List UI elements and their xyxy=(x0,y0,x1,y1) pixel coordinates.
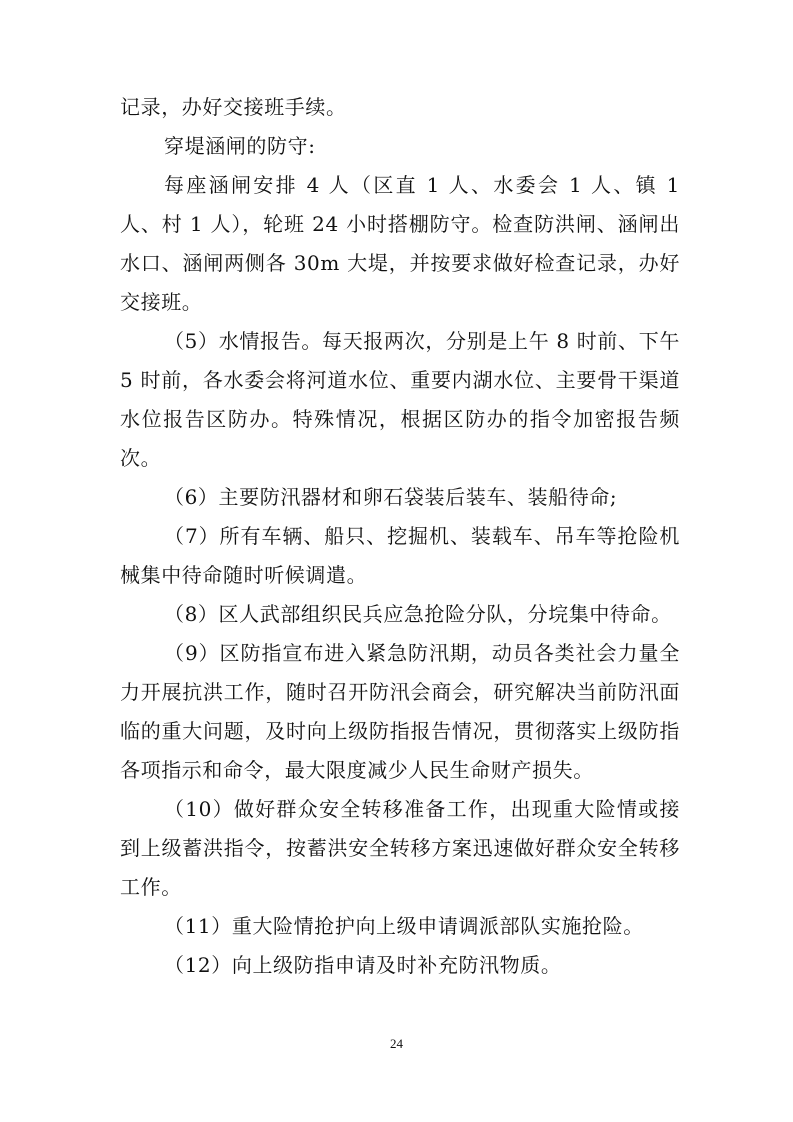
paragraph-item-12-supplies: （12）向上级防指申请及时补充防汛物质。 xyxy=(164,953,562,977)
paragraph-record-handover: 记录，办好交接班手续。 xyxy=(120,95,347,119)
paragraph-item-5-water-report: （5）水情报告。每天报两次，分别是上午 8 时前、下午 5 时前，各水委会将河道水位、重要内湖水位、主要骨干渠道水位报告区防办。特殊情况，根据区防办的指令加密报告频次。 xyxy=(120,329,680,470)
paragraph-item-8-militia: （8）区人武部组织民兵应急抢险分队，分垸集中待命。 xyxy=(164,602,672,626)
paragraph-item-9-emergency-period: （9）区防指宣布进入紧急防汛期，动员各类社会力量全力开展抗洪工作，随时召开防汛会商会，研究解决当前防汛面临的重大问题，及时向上级防指报告情况，贯彻落实上级防指各项指示和命令，最大限度减少人民生命财产损失。 xyxy=(120,641,680,782)
paragraph-item-7-machinery: （7）所有车辆、船只、挖掘机、装载车、吊车等抢险机械集中待命随时听候调遣。 xyxy=(120,524,680,587)
page-number: 24 xyxy=(390,1036,403,1051)
paragraph-item-10-evacuation: （10）做好群众安全转移准备工作，出现重大险情或接到上级蓄洪指令，按蓄洪安全转移方案迅速做好群众安全转移工作。 xyxy=(120,797,680,899)
paragraph-culvert-staffing: 每座涵闸安排 4 人（区直 1 人、水委会 1 人、镇 1 人、村 1 人），轮班 24 小时搭棚防守。检查防洪闸、涵闸出水口、涵闸两侧各 30m 大堤，并按要求做好检查记录，办好交接班。 xyxy=(120,173,680,314)
paragraph-item-6-materials: （6）主要防汛器材和卵石袋装后装车、装船待命; xyxy=(164,485,618,509)
paragraph-culvert-defense-heading: 穿堤涵闸的防守: xyxy=(164,134,316,158)
paragraph-item-11-troops: （11）重大险情抢护向上级申请调派部队实施抢险。 xyxy=(164,914,644,938)
